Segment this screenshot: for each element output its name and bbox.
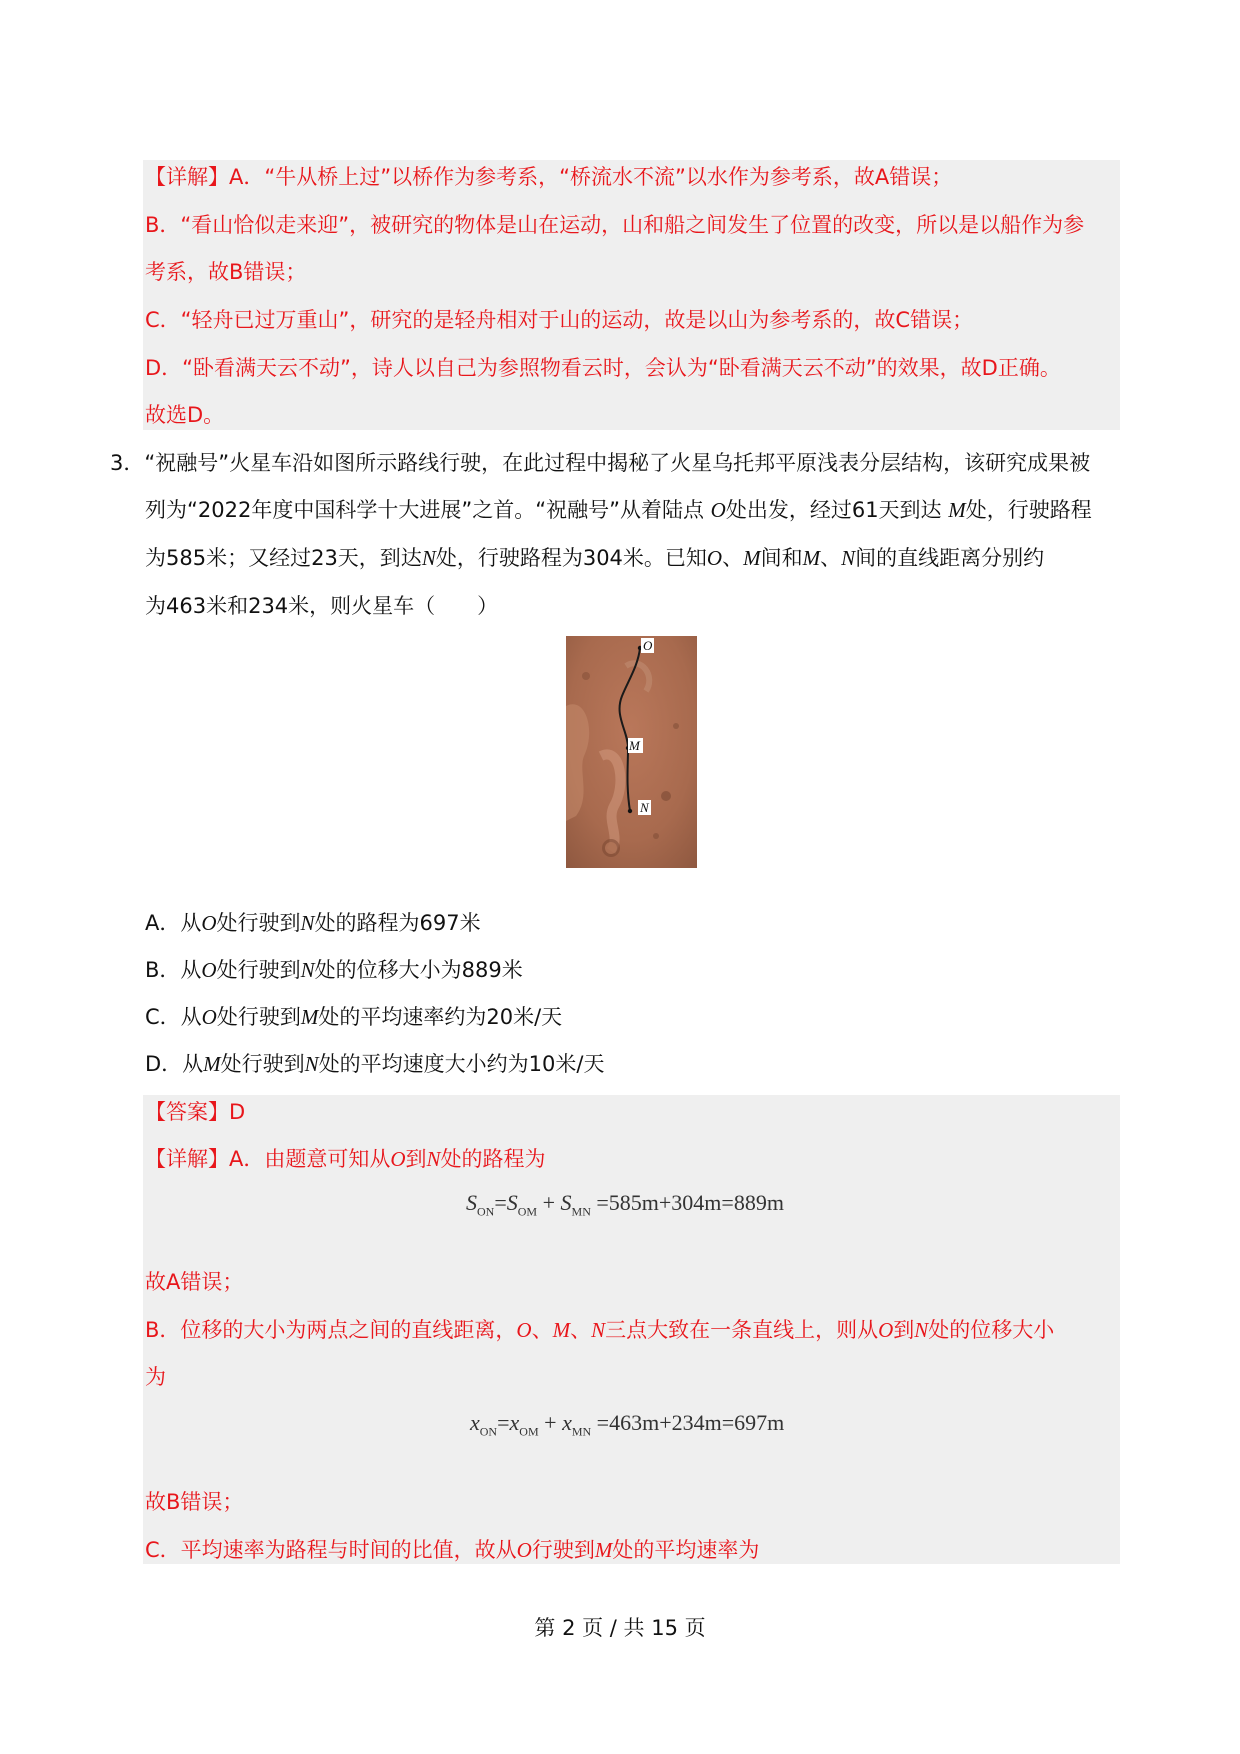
question-3-line-4: 为463米和234米，则火星车（ ） bbox=[145, 594, 499, 618]
detail-b-continued: 为 bbox=[145, 1365, 166, 1389]
detail-text: 处的路程为 bbox=[440, 1147, 546, 1171]
formula-displacement: $x_{ON}=x_{OM} + x_{MN} =463m+234m=697m$ bbox=[470, 1410, 785, 1439]
option-d bbox=[145, 1050, 604, 1078]
detail-text: 三点大致在一条直线上，则从 bbox=[605, 1318, 879, 1342]
explanation-line-4: C．“轻舟已过万重山”，研究的是轻舟相对于山的运动，故是以山为参考系的，故C错误； bbox=[145, 308, 974, 332]
symbol-n: N bbox=[426, 1147, 441, 1171]
detail-a bbox=[145, 1145, 546, 1173]
symbol-n: N bbox=[304, 1052, 319, 1076]
detail-a-conclusion: 故A错误； bbox=[145, 1270, 244, 1294]
detail-text: 、 bbox=[531, 1318, 553, 1342]
question-3-line-2 bbox=[145, 496, 1092, 524]
symbol-n: N bbox=[300, 911, 315, 935]
question-text: 间的直线距离分别约 bbox=[855, 546, 1045, 570]
detail-text: 行驶到 bbox=[531, 1538, 595, 1562]
option-text: 处行驶到 bbox=[216, 958, 301, 982]
question-text: 列为“2022年度中国科学十大进展”之首。“祝融号”从着陆点 bbox=[145, 498, 704, 522]
symbol-o: O bbox=[516, 1538, 532, 1562]
map-label-o: O bbox=[643, 638, 653, 653]
option-text: 处的位移大小为889米 bbox=[314, 958, 523, 982]
question-text: 处，行驶路程 bbox=[965, 498, 1092, 522]
detail-text: 到 bbox=[893, 1318, 915, 1342]
option-text: 处的平均速率约为20米/天 bbox=[318, 1005, 563, 1029]
formula-path-length: $S_{ON}=S_{OM} + S_{MN} =585m+304m=889m$ bbox=[466, 1190, 784, 1219]
symbol-o: O bbox=[516, 1318, 532, 1342]
detail-text: 处的平均速率为 bbox=[612, 1538, 760, 1562]
option-c bbox=[145, 1003, 562, 1031]
explanation-block-top bbox=[143, 160, 1120, 430]
detail-text: C．平均速率为路程与时间的比值，故从 bbox=[145, 1538, 517, 1562]
option-text: 处行驶到 bbox=[216, 911, 301, 935]
option-text: D．从 bbox=[145, 1052, 204, 1076]
page-footer: 第 2 页 / 共 15 页 bbox=[534, 1616, 706, 1640]
answer-label: 【答案】D bbox=[145, 1100, 246, 1124]
question-text: 、 bbox=[820, 546, 842, 570]
symbol-n: N bbox=[421, 546, 436, 570]
symbol-m: M bbox=[203, 1052, 221, 1076]
question-3-line-1 bbox=[110, 449, 1090, 477]
symbol-m: M bbox=[594, 1538, 613, 1562]
question-number: 3． bbox=[110, 451, 145, 475]
option-text: 处行驶到 bbox=[216, 1005, 301, 1029]
symbol-o: O bbox=[390, 1147, 406, 1171]
detail-text: B．位移的大小为两点之间的直线距离， bbox=[145, 1318, 517, 1342]
explanation-line-6: 故选D。 bbox=[145, 403, 225, 427]
option-text: 处行驶到 bbox=[220, 1052, 305, 1076]
symbol-o: O bbox=[710, 498, 726, 522]
symbol-m: M bbox=[552, 1318, 571, 1342]
symbol-o: O bbox=[706, 546, 723, 570]
option-text: A．从 bbox=[145, 911, 202, 935]
symbol-n: N bbox=[841, 546, 856, 570]
explanation-line-2: B．“看山恰似走来迎”，被研究的物体是山在运动，山和船之间发生了位置的改变，所以是以船作为参 bbox=[145, 213, 1085, 237]
symbol-o: O bbox=[201, 1005, 217, 1029]
map-label-m: M bbox=[629, 738, 640, 753]
symbol-o: O bbox=[201, 958, 217, 982]
detail-b bbox=[145, 1316, 1054, 1344]
option-a bbox=[145, 909, 481, 937]
question-text: 、 bbox=[722, 546, 744, 570]
explanation-line-5: D．“卧看满天云不动”，诗人以自己为参照物看云时，会认为“卧看满天云不动”的效果，故D正确。 bbox=[145, 356, 1061, 380]
symbol-m: M bbox=[802, 546, 821, 570]
question-text: “祝融号”火星车沿如图所示路线行驶，在此过程中揭秘了火星乌托邦平原浅表分层结构，该研究成果被 bbox=[144, 451, 1091, 475]
symbol-n: N bbox=[300, 958, 315, 982]
explanation-line-3: 考系，故B错误； bbox=[145, 260, 307, 284]
option-text: B．从 bbox=[145, 958, 202, 982]
question-text: 处，行驶路程为304米。已知 bbox=[435, 546, 707, 570]
question-3-line-3 bbox=[145, 544, 1044, 572]
symbol-o: O bbox=[878, 1318, 894, 1342]
detail-b-conclusion: 故B错误； bbox=[145, 1490, 244, 1514]
explanation-line-1: 【详解】A．“牛从桥上过”以桥作为参考系，“桥流水不流”以水作为参考系，故A错误； bbox=[145, 165, 953, 189]
symbol-m: M bbox=[300, 1005, 319, 1029]
detail-text: 处的位移大小 bbox=[928, 1318, 1055, 1342]
symbol-n: N bbox=[914, 1318, 929, 1342]
detail-c bbox=[145, 1536, 759, 1564]
question-text: 处出发，经过61天到达 bbox=[725, 498, 942, 522]
detail-text: 到 bbox=[405, 1147, 427, 1171]
question-text: 间和 bbox=[760, 546, 803, 570]
detail-text: 、 bbox=[570, 1318, 592, 1342]
map-label-n: N bbox=[640, 800, 649, 815]
symbol-m: M bbox=[743, 546, 761, 570]
detail-text: 【详解】A．由题意可知从 bbox=[145, 1147, 391, 1171]
option-text: C．从 bbox=[145, 1005, 202, 1029]
option-text: 处的平均速度大小约为10米/天 bbox=[318, 1052, 605, 1076]
symbol-o: O bbox=[201, 911, 217, 935]
route-point-n bbox=[628, 809, 632, 813]
symbol-n: N bbox=[591, 1318, 606, 1342]
option-b bbox=[145, 956, 523, 984]
question-text: 为585米；又经过23天，到达 bbox=[145, 546, 422, 570]
symbol-m: M bbox=[948, 498, 966, 522]
mars-route-image bbox=[566, 636, 697, 868]
option-text: 处的路程为697米 bbox=[314, 911, 481, 935]
